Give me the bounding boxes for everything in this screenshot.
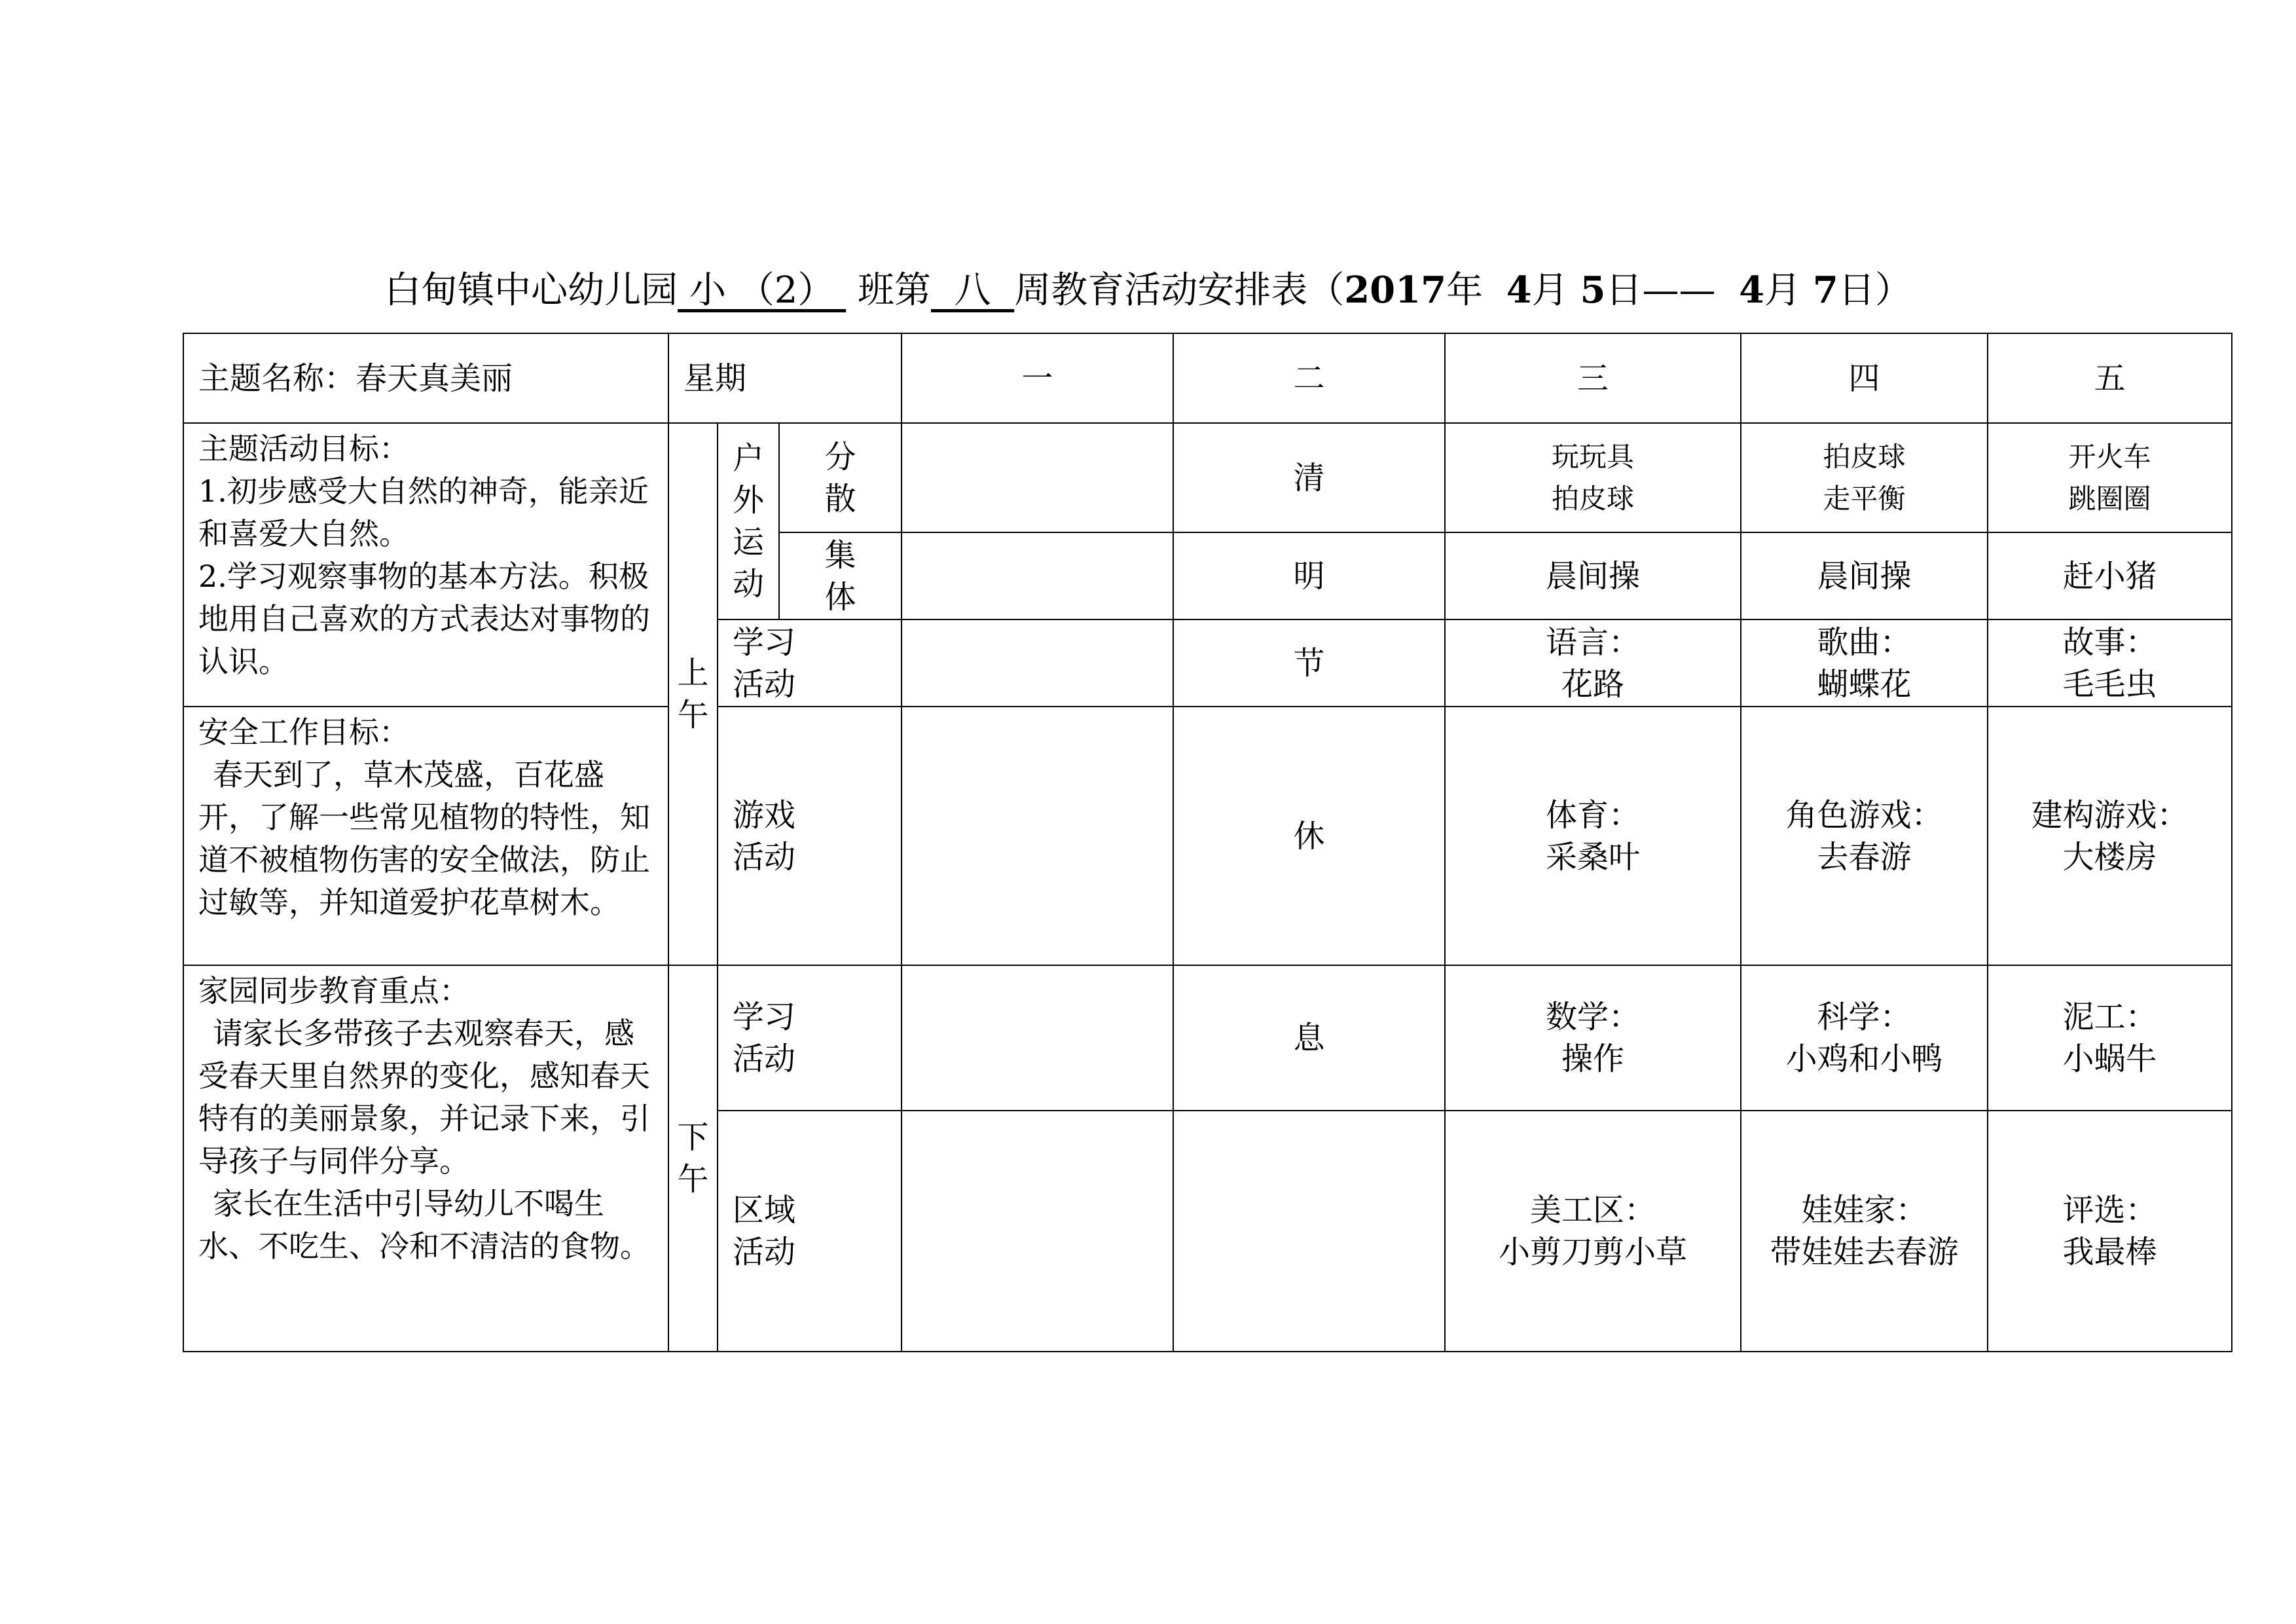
cell-group-thu: 晨间操 (1741, 532, 1988, 619)
study-fri-line-2: 毛毛虫 (2062, 665, 2157, 703)
period-afternoon-char-2: 午 (677, 1161, 709, 1198)
area-thu-line-1: 娃娃家： (1801, 1192, 1927, 1228)
cell-scatter-fri (1988, 423, 2232, 532)
study-am-line-2: 活动 (733, 665, 796, 703)
outdoor-char-3: 运 (732, 524, 764, 561)
scatter-wed-line-2: 拍皮球 (1552, 482, 1635, 515)
study-wed-line-2: 花路 (1561, 665, 1625, 703)
theme-goals (183, 423, 668, 707)
study-pm-line-1: 学习 (733, 999, 796, 1035)
home-school-focus (183, 965, 668, 1352)
theme-name: 主题名称：春天真美丽 (183, 333, 668, 423)
cell-game-thu (1741, 707, 1988, 965)
goals-title: 主题活动目标： (198, 431, 409, 466)
pm-study-wed-line-2: 操作 (1561, 1041, 1625, 1077)
goals-item-2: 2.学习观察事物的基本方法。积极地用自己喜欢的方式表达对事物的认识。 (198, 559, 650, 679)
cell-pm-study-wed (1445, 965, 1741, 1111)
home-text-2-wrap (198, 1183, 655, 1268)
scatter-fri-line-1: 开火车 (2068, 440, 2151, 473)
day-thu: 四 (1741, 333, 1988, 423)
scatter-char-1: 分 (824, 438, 856, 475)
activity-study-pm (718, 965, 902, 1111)
activity-area (718, 1111, 902, 1352)
pm-study-fri-line-2: 小蜗牛 (2062, 1041, 2157, 1077)
cell-game-fri (1988, 707, 2232, 965)
scatter-char-2: 散 (824, 480, 856, 517)
day-tue: 二 (1173, 333, 1445, 423)
cell-group-fri: 赶小猪 (1988, 532, 2232, 619)
cell-group-wed: 晨间操 (1445, 532, 1741, 619)
title-day-unit-2: 日） (1838, 269, 1912, 312)
game-fri-line-2: 大楼房 (2062, 838, 2157, 876)
area-fri-line-2: 我最棒 (2062, 1234, 2157, 1270)
scatter-thu-line-1: 拍皮球 (1823, 440, 1906, 473)
area-wed-line-1: 美工区： (1530, 1192, 1656, 1228)
activity-game (718, 707, 902, 965)
group-char-2: 体 (824, 578, 856, 616)
pm-study-fri-line-1: 泥工： (2062, 999, 2157, 1035)
title-month-unit-1: 月 (1531, 269, 1580, 312)
day-fri: 五 (1988, 333, 2232, 423)
game-line-2: 活动 (733, 838, 796, 876)
cell-study-fri (1988, 619, 2232, 707)
period-afternoon-char-1: 下 (677, 1119, 709, 1156)
outdoor-char-1: 户 (732, 440, 764, 477)
safety-title: 安全工作目标： (198, 714, 409, 750)
cell-area-wed (1445, 1111, 1741, 1352)
period-morning-char-1: 上 (677, 655, 709, 692)
study-pm-line-2: 活动 (733, 1041, 796, 1077)
title-mid: 班第 (846, 269, 932, 312)
group-char-1: 集 (824, 536, 856, 574)
goals-item-1: 1.初步感受大自然的神奇，能亲近和喜爱大自然。 (198, 473, 649, 551)
row-outdoor-scatter (183, 423, 2232, 532)
cell-scatter-thu (1741, 423, 1988, 532)
cell-pm-study-mon (902, 965, 1173, 1111)
title-start-month: 4 (1506, 268, 1532, 312)
safety-text: 春天到了，草木茂盛，百花盛开，了解一些常见植物的特性，知道不被植物伤害的安全做法，防止过敏等，并知道爱护花草树木。 (198, 757, 650, 920)
cell-scatter-wed (1445, 423, 1741, 532)
cell-pm-study-fri (1988, 965, 2232, 1111)
study-wed-line-1: 语言： (1546, 623, 1641, 661)
scatter-wed-line-1: 玩玩具 (1552, 440, 1635, 473)
area-fri-line-1: 评选： (2062, 1192, 2157, 1228)
pm-study-thu-line-2: 小鸡和小鸭 (1785, 1041, 1943, 1077)
scatter-fri-line-2: 跳圈圈 (2068, 482, 2151, 515)
study-fri-line-1: 故事： (2062, 623, 2157, 661)
holiday-char-3: 节 (1173, 619, 1445, 707)
title-suffix: 周教育活动安排表（ (1014, 269, 1345, 312)
game-line-1: 游戏 (733, 796, 796, 834)
area-wed-line-2: 小剪刀剪小草 (1499, 1234, 1688, 1270)
game-wed-line-2: 采桑叶 (1546, 838, 1641, 876)
outdoor-char-4: 动 (732, 566, 764, 602)
title-year-unit: 年 (1446, 269, 1495, 312)
document-title (0, 261, 2296, 320)
title-end-day: 7 (1812, 268, 1838, 312)
study-am-line-1: 学习 (733, 623, 796, 661)
game-wed-line-1: 体育： (1546, 796, 1641, 834)
title-day-unit-1: 日—— (1605, 269, 1728, 312)
outdoor-char-2: 外 (732, 482, 764, 519)
cell-game-wed (1445, 707, 1741, 965)
holiday-char-4: 休 (1173, 707, 1445, 965)
day-wed: 三 (1445, 333, 1741, 423)
game-thu-line-1: 角色游戏： (1785, 796, 1943, 834)
cell-pm-study-thu (1741, 965, 1988, 1111)
pm-study-thu-line-1: 科学： (1817, 999, 1912, 1035)
home-text-1-wrap (198, 1012, 655, 1183)
header-row (183, 333, 2232, 423)
cell-study-thu (1741, 619, 1988, 707)
title-month-unit-2: 月 (1764, 269, 1813, 312)
cell-area-fri (1988, 1111, 2232, 1352)
home-text-2: 家长在生活中引导幼儿不喝生水、不吃生、冷和不清洁的食物。 (198, 1186, 650, 1264)
holiday-char-5: 息 (1173, 965, 1445, 1111)
activity-outdoor (718, 423, 779, 619)
row-game (183, 707, 2232, 965)
home-title: 家园同步教育重点： (198, 973, 469, 1008)
area-thu-line-2: 带娃娃去春游 (1770, 1234, 1959, 1270)
cell-game-mon (902, 707, 1173, 965)
title-year: 2017 (1344, 268, 1447, 312)
cell-study-mon (902, 619, 1173, 707)
title-end-month: 4 (1739, 268, 1765, 312)
cell-area-thu (1741, 1111, 1988, 1352)
cell-study-wed (1445, 619, 1741, 707)
title-start-day: 5 (1580, 268, 1606, 312)
cell-scatter-mon (902, 423, 1173, 532)
area-line-2: 活动 (733, 1234, 796, 1270)
pm-study-wed-line-1: 数学： (1546, 999, 1641, 1035)
game-thu-line-2: 去春游 (1817, 838, 1912, 876)
title-class: 小 （2） (678, 269, 847, 312)
cell-group-mon (902, 532, 1173, 619)
activity-group (779, 532, 902, 619)
row-study-pm (183, 965, 2232, 1111)
title-week: 八 (931, 269, 1015, 312)
day-mon: 一 (902, 333, 1173, 423)
study-thu-line-2: 蝴蝶花 (1817, 665, 1912, 703)
scatter-thu-line-2: 走平衡 (1823, 482, 1906, 515)
period-morning (668, 423, 718, 965)
cell-area-mon (902, 1111, 1173, 1352)
game-fri-line-1: 建构游戏： (2031, 796, 2189, 834)
holiday-char-1: 清 (1173, 423, 1445, 532)
home-text-1: 请家长多带孩子去观察春天，感受春天里自然界的变化，感知春天特有的美丽景象，并记录下来，引导孩子与同伴分享。 (198, 1016, 650, 1179)
activity-study-am (718, 619, 902, 707)
study-thu-line-1: 歌曲： (1817, 623, 1912, 661)
holiday-char-2: 明 (1173, 532, 1445, 619)
cell-area-tue (1173, 1111, 1445, 1352)
activity-scatter (779, 423, 902, 532)
title-school: 白甸镇中心幼儿园 (384, 269, 678, 312)
safety-text-wrap (198, 754, 655, 924)
period-morning-char-2: 午 (677, 697, 709, 733)
period-afternoon (668, 965, 718, 1352)
schedule-table (183, 333, 2232, 1352)
safety-goals (183, 707, 668, 965)
weekday-label: 星期 (668, 333, 902, 423)
area-line-1: 区域 (733, 1192, 796, 1228)
